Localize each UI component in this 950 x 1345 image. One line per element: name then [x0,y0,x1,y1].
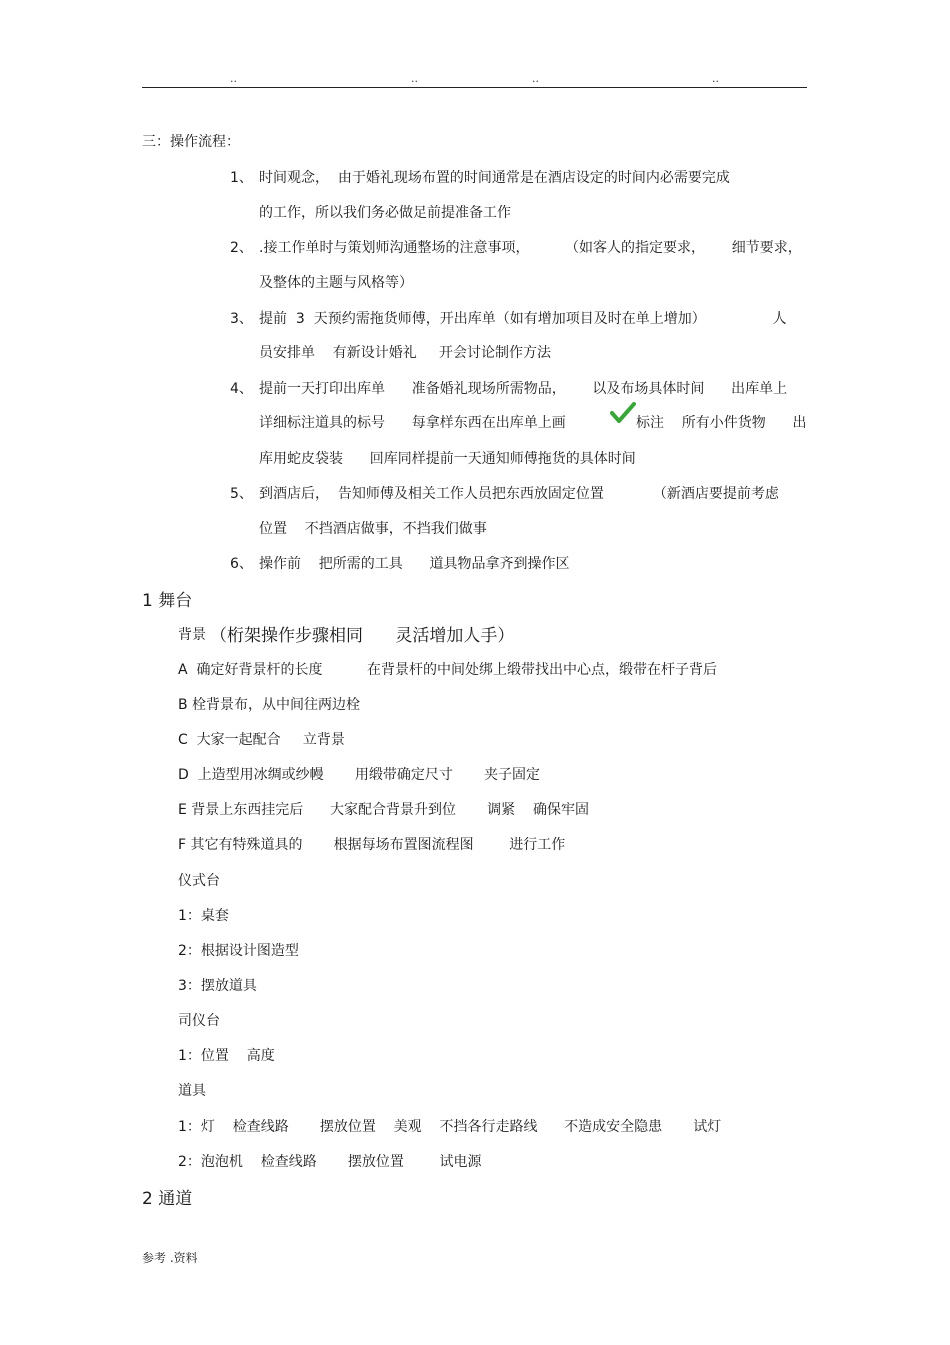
backdrop-item: B 栓背景布，从中间往两边栓 [178,697,361,713]
props-item: 2：泡泡机 检查线路 摆放位置 试电源 [178,1154,482,1170]
ceremony-table-title: 仪式台 [178,873,220,889]
backdrop-item: A 确定好背景杆的长度 在背景杆的中间处绑上缎带找出中心点，缎带在杆子背后 [178,662,717,678]
step-line: 操作前 把所需的工具 道具物品拿齐到操作区 [259,556,570,572]
mc-stand-item: 1：位置 高度 [178,1048,275,1064]
backdrop-title-note: （桁架操作步骤相同 灵活增加人手） [210,626,515,646]
step-line: 的工作，所以我们务必做足前提准备工作 [259,205,511,221]
step-number: 5、 [230,486,253,502]
step-line: 库用蛇皮袋装 回库同样提前一天通知师傅拖货的具体时间 [259,451,636,467]
ceremony-table-item: 3：摆放道具 [178,978,257,994]
backdrop-item: C 大家一起配合 立背景 [178,732,345,748]
step-line: 到酒店后， 告知师傅及相关工作人员把东西放固定位置 （新酒店要提前考虑 [259,486,779,502]
header-dots-4: .. [712,72,719,85]
step-line-after-icon: 标注 所有小件货物 出 [636,415,807,431]
props-title: 道具 [178,1083,206,1099]
backdrop-item: D 上造型用冰绸或纱幔 用缎带确定尺寸 夹子固定 [178,767,540,783]
header-dots-3: .. [532,72,539,85]
step-line: 提前一天打印出库单 准备婚礼现场所需物品， 以及布场具体时间 出库单上 [259,381,788,397]
aisle-heading: 2 通道 [142,1189,193,1209]
step-number: 2、 [230,240,253,256]
step-line: 位置 不挡酒店做事，不挡我们做事 [259,521,487,537]
header-rule [142,87,807,88]
stage-heading: 1 舞台 [142,591,193,611]
step-line: 提前 3 天预约需拖货师傅，开出库单（如有增加项目及时在单上增加） 人 [259,311,787,327]
ceremony-table-item: 2：根据设计图造型 [178,943,299,959]
step-number: 3、 [230,311,253,327]
backdrop-title: 背景 [178,627,206,643]
header-dots-2: .. [411,72,418,85]
mc-stand-title: 司仪台 [178,1013,220,1029]
step-line: 及整体的主题与风格等） [259,275,413,291]
step-number: 4、 [230,381,253,397]
section-title: 三：操作流程： [142,134,240,150]
step-line: 时间观念， 由于婚礼现场布置的时间通常是在酒店设定的时间内必需要完成 [259,170,730,186]
step-line: 员安排单 有新设计婚礼 开会讨论制作方法 [259,345,552,361]
header-dots-1: .. [230,72,237,85]
footer-text: 参考 .资料 [142,1251,198,1265]
step-number: 6、 [230,556,253,572]
step-line: 详细标注道具的标号 每拿样东西在出库单上画 [259,415,566,431]
step-number: 1、 [230,170,253,186]
checkmark-icon [610,402,636,424]
backdrop-item: E 背景上东西挂完后 大家配合背景升到位 调紧 确保牢固 [178,802,589,818]
step-line: .接工作单时与策划师沟通整场的注意事项， （如客人的指定要求， 细节要求， [259,240,802,256]
ceremony-table-item: 1：桌套 [178,908,229,924]
backdrop-item: F 其它有特殊道具的 根据每场布置图流程图 进行工作 [178,837,566,853]
props-item: 1：灯 检查线路 摆放位置 美观 不挡各行走路线 不造成安全隐患 试灯 [178,1119,722,1135]
